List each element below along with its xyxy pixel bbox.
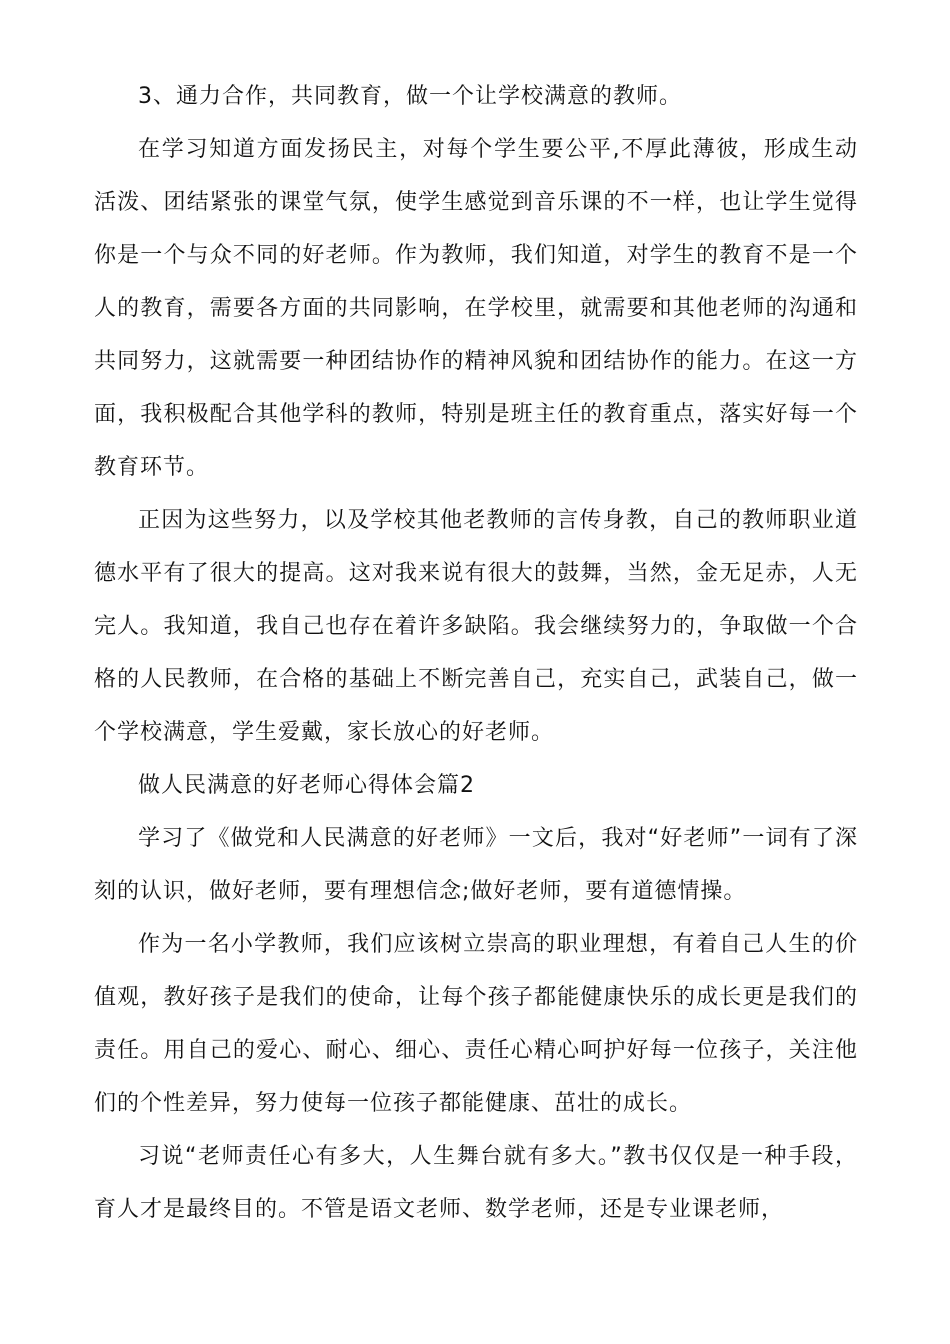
paragraph: 正因为这些努力，以及学校其他老教师的言传身教，自己的教师职业道德水平有了很大的提高。这对我来说有很大的鼓舞，当然，金无足赤，人无完人。我知道，我自己也存在着许多缺陷。我会继续努力的，争取做一个合格的人民教师，在合格的基础上不断完善自己，充实自己，武装自己，做一个学校满意，学生爱戴，家长放心的好老师。	[94, 508, 858, 745]
paragraph: 在学习知道方面发扬民主，对每个学生要公平,不厚此薄彼，形成生动活泼、团结紧张的课堂气氛，使学生感觉到音乐课的不一样，也让学生觉得你是一个与众不同的好老师。作为教师，我们知道，对学生的教育不是一个人的教育，需要各方面的共同影响，在学校里，就需要和其他老师的沟通和共同努力，这就需要一种团结协作的精神风貌和团结协作的能力。在这一方面，我积极配合其他学科的教师，特别是班主任的教育重点，落实好每一个教育环节。	[94, 137, 858, 480]
paragraph: 3、通力合作，共同教育，做一个让学校满意的教师。	[138, 84, 682, 109]
paragraph: 习说“老师责任心有多大，人生舞台就有多大。”教书仅仅是一种手段，育人才是最终目的。不管是语文老师、数学老师，还是专业课老师，	[94, 1144, 858, 1222]
document-body	[94, 70, 858, 1236]
paragraph: 学习了《做党和人民满意的好老师》一文后，我对“好老师”一词有了深刻的认识，做好老师，要有理想信念;做好老师，要有道德情操。	[94, 826, 858, 904]
paragraph: 作为一名小学教师，我们应该树立崇高的职业理想，有着自己人生的价值观，教好孩子是我们的使命，让每个孩子都能健康快乐的成长更是我们的责任。用自己的爱心、耐心、细心、责任心精心呵护好每一位孩子，关注他们的个性差异，努力使每一位孩子都能健康、茁壮的成长。	[94, 932, 858, 1116]
section-heading: 做人民满意的好老师心得体会篇2	[138, 773, 475, 798]
